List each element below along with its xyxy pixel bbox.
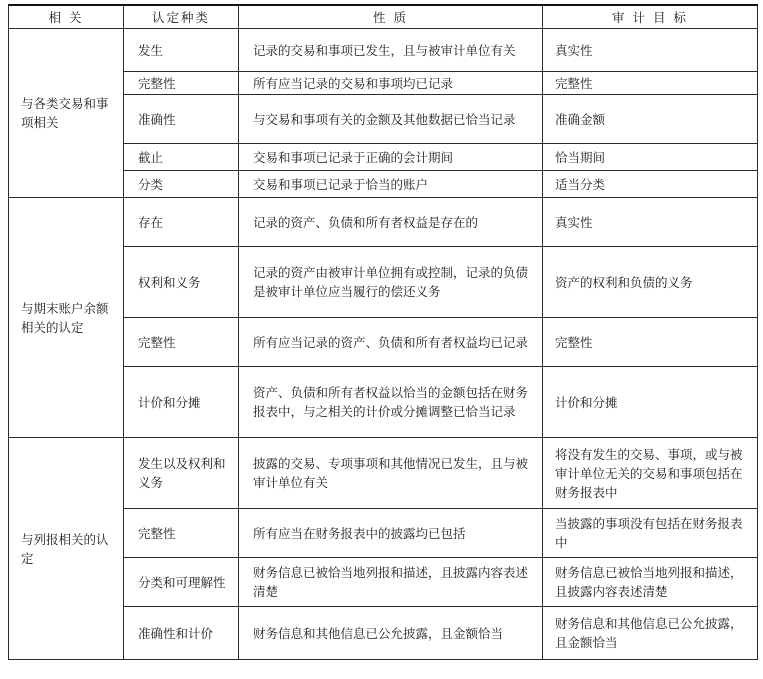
header-row bbox=[9, 5, 758, 29]
assertion-property: 所有应当记录的交易和事项均已记录 bbox=[239, 72, 543, 95]
audit-goal: 适当分类 bbox=[543, 171, 758, 198]
audit-goal: 完整性 bbox=[543, 318, 758, 367]
assertion-type: 权利和义务 bbox=[124, 247, 239, 318]
assertion-type: 计价和分摊 bbox=[124, 367, 239, 438]
assertion-property: 财务信息和其他信息已公允披露，且金额恰当 bbox=[239, 607, 543, 660]
category-presentation: 与列报相关的认定 bbox=[9, 438, 124, 660]
assertion-property: 与交易和事项有关的金额及其他数据已恰当记录 bbox=[239, 95, 543, 144]
assertion-table-wrapper bbox=[8, 4, 757, 660]
table-row bbox=[9, 198, 758, 247]
audit-goal: 真实性 bbox=[543, 29, 758, 72]
audit-goal: 当披露的事项没有包括在财务报表中 bbox=[543, 509, 758, 558]
header-assertion-type: 认定种类 bbox=[124, 5, 239, 29]
header-audit-goal: 审 计 目 标 bbox=[543, 5, 758, 29]
assertion-type: 准确性和计价 bbox=[124, 607, 239, 660]
assertion-type: 发生 bbox=[124, 29, 239, 72]
assertion-property: 财务信息已被恰当地列报和描述，且披露内容表述清楚 bbox=[239, 558, 543, 607]
audit-goal: 恰当期间 bbox=[543, 144, 758, 171]
assertion-property: 记录的交易和事项已发生，且与被审计单位有关 bbox=[239, 29, 543, 72]
table-row bbox=[9, 438, 758, 509]
audit-goal: 将没有发生的交易、事项，或与被审计单位无关的交易和事项包括在财务报表中 bbox=[543, 438, 758, 509]
assertion-type: 截止 bbox=[124, 144, 239, 171]
category-balances: 与期末账户余额相关的认定 bbox=[9, 198, 124, 438]
audit-goal: 财务信息已被恰当地列报和描述，且披露内容表述清楚 bbox=[543, 558, 758, 607]
table-row bbox=[9, 29, 758, 72]
audit-goal: 财务信息和其他信息已公允披露，且金额恰当 bbox=[543, 607, 758, 660]
assertion-type: 分类 bbox=[124, 171, 239, 198]
assertion-property: 记录的资产、负债和所有者权益是存在的 bbox=[239, 198, 543, 247]
assertion-type: 完整性 bbox=[124, 72, 239, 95]
assertion-property: 记录的资产由被审计单位拥有或控制，记录的负债是被审计单位应当履行的偿还义务 bbox=[239, 247, 543, 318]
assertion-property: 资产、负债和所有者权益以恰当的金额包括在财务报表中，与之相关的计价或分摊调整已恰当记录 bbox=[239, 367, 543, 438]
assertion-type: 发生以及权利和义务 bbox=[124, 438, 239, 509]
category-transactions: 与各类交易和事项相关 bbox=[9, 29, 124, 198]
assertion-property: 披露的交易、专项事项和其他情况已发生，且与被审计单位有关 bbox=[239, 438, 543, 509]
assertion-property: 交易和事项已记录于正确的会计期间 bbox=[239, 144, 543, 171]
assertion-type: 分类和可理解性 bbox=[124, 558, 239, 607]
assertion-type: 完整性 bbox=[124, 509, 239, 558]
audit-goal: 准确金额 bbox=[543, 95, 758, 144]
header-property: 性 质 bbox=[239, 5, 543, 29]
audit-goal: 完整性 bbox=[543, 72, 758, 95]
assertion-type: 存在 bbox=[124, 198, 239, 247]
assertion-property: 所有应当记录的资产、负债和所有者权益均已记录 bbox=[239, 318, 543, 367]
audit-goal: 计价和分摊 bbox=[543, 367, 758, 438]
assertion-property: 交易和事项已记录于恰当的账户 bbox=[239, 171, 543, 198]
audit-goal: 真实性 bbox=[543, 198, 758, 247]
assertion-table bbox=[8, 4, 758, 660]
assertion-type: 完整性 bbox=[124, 318, 239, 367]
assertion-property: 所有应当在财务报表中的披露均已包括 bbox=[239, 509, 543, 558]
audit-goal: 资产的权利和负债的义务 bbox=[543, 247, 758, 318]
header-related: 相 关 bbox=[9, 5, 124, 29]
assertion-type: 准确性 bbox=[124, 95, 239, 144]
